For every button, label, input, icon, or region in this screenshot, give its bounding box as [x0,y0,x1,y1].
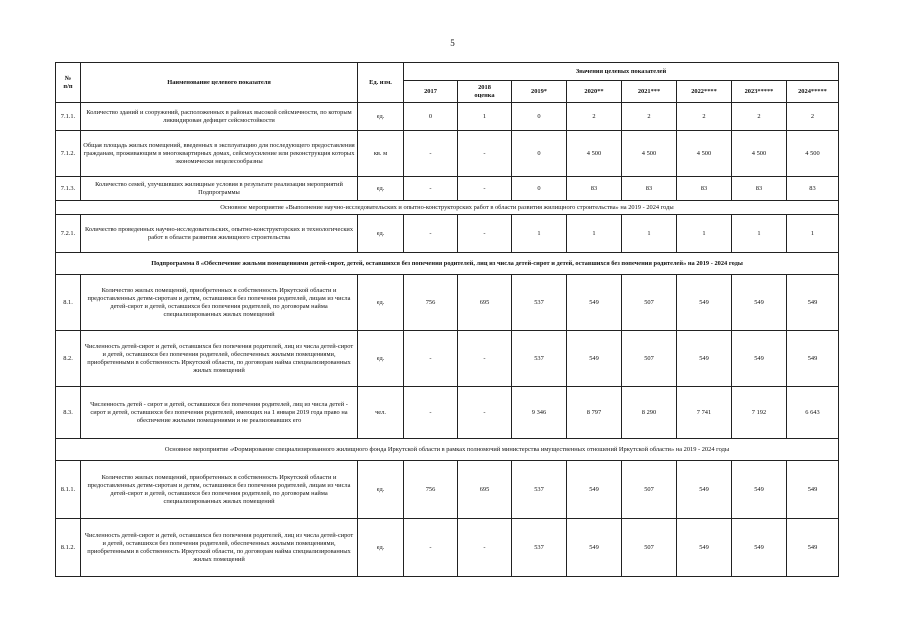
indicator-name: Количество проведенных научно-исследовательских, опытно-конструкторских и технологических работ в области развития жилищного строительства [81,215,358,253]
value-cell: 4 500 [787,131,839,177]
value-cell: 2 [787,103,839,131]
unit-cell: кв. м [358,131,404,177]
indicator-name: Количество семей, улучшивших жилищные условия в результате реализации мероприятий Подпрограммы [81,177,358,201]
value-cell: - [458,519,512,577]
row-number: 8.1.2. [56,519,81,577]
value-cell: 0 [512,103,567,131]
unit-cell: ед. [358,103,404,131]
section-title: Основное мероприятие «Формирование специализированного жилищного фонда Иркутской области в рамках полномочий министерства имущественных отношений Иркутской области» на 2019 - 2024 годы [56,439,839,461]
value-cell: 549 [677,275,732,331]
value-cell: 507 [622,331,677,387]
value-cell: 0 [512,177,567,201]
subprogram-row [56,253,839,275]
value-cell: 7 741 [677,387,732,439]
value-cell: 756 [404,461,458,519]
value-cell: 2 [677,103,732,131]
header-year: 2024***** [787,81,839,103]
value-cell: 537 [512,461,567,519]
value-cell: 549 [732,331,787,387]
indicator-name: Количество жилых помещений, приобретенных в собственность Иркутской области и предоставленных детям-сиротам и детям, оставшимся без попечения родителей, лицам из числа детей-сирот и детей, оставшихся без попечения родителей, по договорам найма специализированных жилых помещений [81,275,358,331]
value-cell: - [458,177,512,201]
section-row [56,439,839,461]
page-number: 5 [450,38,455,48]
value-cell: 0 [404,103,458,131]
value-cell: 1 [512,215,567,253]
table-row [56,387,839,439]
table-row [56,177,839,201]
header-year: 2022**** [677,81,732,103]
value-cell: 2 [732,103,787,131]
header-year: 2020** [567,81,622,103]
value-cell: 507 [622,275,677,331]
value-cell: 549 [677,461,732,519]
value-cell: 549 [732,519,787,577]
header-year: 2018 оценка [458,81,512,103]
value-cell: 83 [567,177,622,201]
value-cell: - [458,131,512,177]
header-values-group: Значения целевых показателей [404,63,839,81]
section-row [56,201,839,215]
indicator-name: Численность детей - сирот и детей, оставшихся без попечения родителей, лиц из числа детей - сирот и детей, оставшихся без попечения родителей, имеющих на 1 января 2019 года право на обеспечение жилыми помещениями и не реализовавших его [81,387,358,439]
value-cell: 549 [567,331,622,387]
row-number: 7.1.1. [56,103,81,131]
value-cell: 6 643 [787,387,839,439]
value-cell: 1 [677,215,732,253]
value-cell: 4 500 [622,131,677,177]
indicator-name: Численность детей-сирот и детей, оставшихся без попечения родителей, лиц из числа детей-сирот и детей, оставшихся без попечения родителей, обеспеченных жилыми помещениями, приобретенными в собственность Иркутской области, по договорам найма специализированных жилых помещений [81,519,358,577]
value-cell: 83 [787,177,839,201]
value-cell: 1 [458,103,512,131]
header-year: 2017 [404,81,458,103]
unit-cell: чел. [358,387,404,439]
value-cell: 549 [787,461,839,519]
value-cell: - [404,131,458,177]
value-cell: - [404,331,458,387]
value-cell: 2 [567,103,622,131]
value-cell: 1 [732,215,787,253]
header-year: 2023***** [732,81,787,103]
header-unit: Ед. изм. [358,63,404,103]
value-cell: - [458,331,512,387]
row-number: 8.2. [56,331,81,387]
value-cell: 549 [677,331,732,387]
value-cell: 537 [512,331,567,387]
value-cell: 2 [622,103,677,131]
table-row [56,215,839,253]
header-year: 2021*** [622,81,677,103]
value-cell: 695 [458,275,512,331]
value-cell: 695 [458,461,512,519]
value-cell: 549 [732,275,787,331]
unit-cell: ед. [358,331,404,387]
value-cell: 83 [677,177,732,201]
value-cell: 537 [512,519,567,577]
header-name: Наименование целевого показателя [81,63,358,103]
unit-cell: ед. [358,519,404,577]
row-number: 8.1. [56,275,81,331]
value-cell: - [458,215,512,253]
value-cell: 9 346 [512,387,567,439]
value-cell: 7 192 [732,387,787,439]
row-number: 7.1.3. [56,177,81,201]
value-cell: 549 [787,331,839,387]
value-cell: - [404,387,458,439]
subprogram-title: Подпрограмма 8 «Обеспечение жильми помещениями детей-сирот, детей, оставшихся без попечения родителей, лиц из числа детей-сирот и детей, оставшихся без попечения родителей» на 2019 - 2024 годы [56,253,839,275]
value-cell: 549 [677,519,732,577]
indicators-table [55,62,839,577]
value-cell: 0 [512,131,567,177]
value-cell: 756 [404,275,458,331]
value-cell: - [404,519,458,577]
value-cell: 4 500 [567,131,622,177]
table-row [56,519,839,577]
value-cell: - [458,387,512,439]
unit-cell: ед. [358,461,404,519]
value-cell: 549 [567,519,622,577]
value-cell: 8 797 [567,387,622,439]
value-cell: 83 [732,177,787,201]
indicator-name: Количество зданий и сооружений, расположенных в районах высокой сейсмичности, по которым ликвидирован дефицит сейсмостойкости [81,103,358,131]
value-cell: 8 290 [622,387,677,439]
value-cell: 537 [512,275,567,331]
unit-cell: ед. [358,177,404,201]
value-cell: 4 500 [732,131,787,177]
section-title: Основное мероприятие «Выполнение научно-исследовательских и опытно-конструкторских работ в области развития жилищного строительства» на 2019 - 2024 годы [56,201,839,215]
value-cell: 83 [622,177,677,201]
value-cell: 4 500 [677,131,732,177]
table-row [56,275,839,331]
row-number: 8.3. [56,387,81,439]
value-cell: 1 [787,215,839,253]
value-cell: 1 [622,215,677,253]
value-cell: 507 [622,461,677,519]
value-cell: - [404,215,458,253]
indicator-name: Общая площадь жилых помещений, введенных в эксплуатацию для последующего предоставления гражданам, проживающим в многоквартирных домах, сейсмоусиление или реконструкция которых экономически нецелесообразны [81,131,358,177]
table-row [56,103,839,131]
header-year: 2019* [512,81,567,103]
value-cell: 549 [787,275,839,331]
table-row [56,461,839,519]
table-row [56,131,839,177]
table-row [56,331,839,387]
value-cell: 549 [567,275,622,331]
row-number: 7.2.1. [56,215,81,253]
row-number: 7.1.2. [56,131,81,177]
header-num: № п/п [56,63,81,103]
value-cell: 549 [732,461,787,519]
unit-cell: ед. [358,215,404,253]
indicator-name: Количество жилых помещений, приобретенных в собственность Иркутской области и предоставленных детям-сиротам и детям, оставшимся без попечения родителей, лицам из числа детей-сирот и детей, оставшихся без попечения родителей, по договорам найма специализированных жилых помещений [81,461,358,519]
value-cell: - [404,177,458,201]
value-cell: 507 [622,519,677,577]
value-cell: 549 [567,461,622,519]
unit-cell: ед. [358,275,404,331]
row-number: 8.1.1. [56,461,81,519]
value-cell: 549 [787,519,839,577]
value-cell: 1 [567,215,622,253]
indicator-name: Численность детей-сирот и детей, оставшихся без попечения родителей, лиц из числа детей-сирот и детей, оставшихся без попечения родителей, обеспеченных жилыми помещениями, приобретенными в собственность Иркутской области, по договорам найма специализированных жилых помещений [81,331,358,387]
